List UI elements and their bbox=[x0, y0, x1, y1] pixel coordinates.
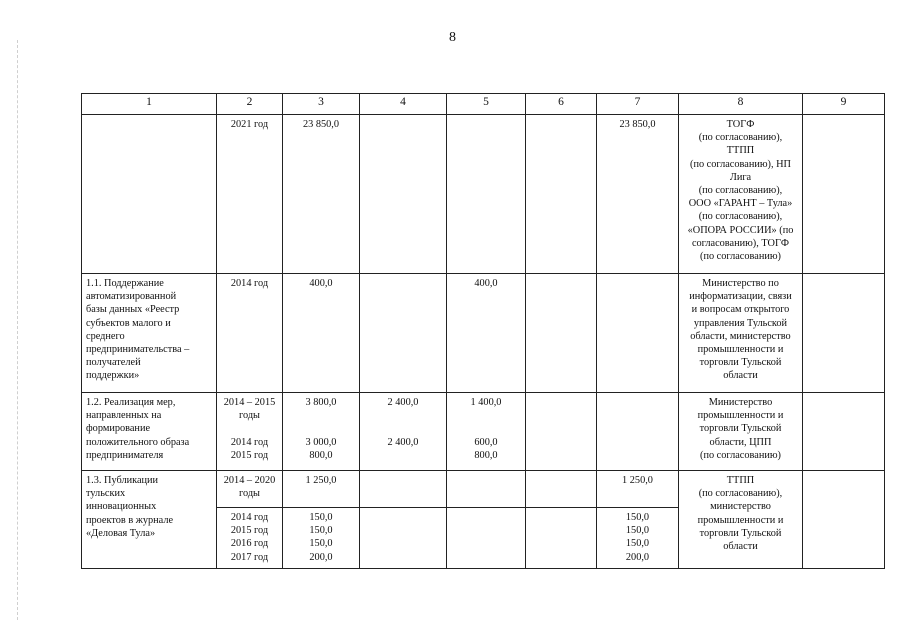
cell-line: Лига bbox=[729, 171, 752, 183]
amount-col6-cell bbox=[526, 274, 597, 393]
cell-line: (по согласованию), bbox=[698, 211, 783, 223]
period-cell bbox=[217, 393, 283, 471]
cell-line: 150,0 bbox=[309, 525, 333, 537]
cell-line: 2014 год bbox=[230, 278, 269, 289]
cell-line: торговли Тульской bbox=[699, 357, 782, 369]
cell-line: промышленности и bbox=[697, 514, 784, 526]
column-header: 8 bbox=[679, 94, 803, 115]
amount-col5-cell bbox=[447, 115, 526, 274]
cell-line: (по согласованию) bbox=[700, 449, 781, 461]
cell-line: получателей bbox=[86, 357, 141, 369]
cell-line: 2016 год bbox=[230, 538, 269, 550]
cell-line: 3 800,0 bbox=[305, 397, 337, 408]
cell-line: формирование bbox=[86, 423, 151, 435]
amount-col7-cell bbox=[597, 471, 679, 508]
cell-line: «Деловая Тула» bbox=[86, 527, 156, 539]
cell-line bbox=[287, 409, 355, 422]
cell-line: 150,0 bbox=[309, 538, 333, 550]
measure-name-cell bbox=[82, 115, 217, 274]
cell-line: промышленности и bbox=[697, 344, 784, 356]
column-header: 3 bbox=[283, 94, 360, 115]
column-header: 4 bbox=[360, 94, 447, 115]
cell-line: (по согласованию), bbox=[698, 185, 783, 197]
cell-line: (по согласованию), bbox=[698, 488, 783, 500]
cell-line: ТОГФ bbox=[726, 119, 755, 130]
amount-col5-cell bbox=[447, 508, 526, 569]
column-header: 1 bbox=[82, 94, 217, 115]
period-cell bbox=[217, 274, 283, 393]
cell-line: 1.1. Поддержание bbox=[86, 278, 164, 289]
cell-line: ТТПП bbox=[726, 145, 755, 157]
cell-line: 23 850,0 bbox=[619, 119, 656, 130]
amount-total-cell bbox=[283, 115, 360, 274]
cell-line: ТТПП bbox=[726, 475, 755, 486]
amount-col4-cell bbox=[360, 274, 447, 393]
cell-line: 1.3. Публикации bbox=[86, 475, 159, 486]
amount-col7-cell bbox=[597, 274, 679, 393]
cell-line: 200,0 bbox=[625, 551, 650, 563]
cell-line: 2021 год bbox=[230, 119, 269, 130]
cell-line: Министерство по bbox=[702, 278, 779, 289]
measure-name-cell bbox=[82, 471, 217, 569]
cell-line bbox=[287, 422, 355, 435]
cell-line: и вопросам открытого bbox=[691, 304, 790, 316]
cell-line: области, ЦПП bbox=[709, 436, 772, 448]
cell-line: области, министерство bbox=[690, 330, 791, 342]
cell-line: области bbox=[723, 370, 758, 382]
cell-line: «ОПОРА РОССИИ» (по bbox=[687, 224, 794, 236]
amount-col6-cell bbox=[526, 115, 597, 274]
cell-line: информатизации, связи bbox=[689, 291, 792, 303]
cell-line: торговли Тульской bbox=[699, 527, 782, 539]
cell-line bbox=[451, 422, 521, 435]
executor-cell bbox=[679, 471, 803, 569]
amount-col4-cell bbox=[360, 115, 447, 274]
executor-cell bbox=[679, 393, 803, 471]
cell-line: ООО «ГАРАНТ – Тула» bbox=[688, 198, 793, 210]
cell-line: 23 850,0 bbox=[302, 119, 340, 130]
cell-line: 150,0 bbox=[625, 512, 650, 523]
cell-line: тульских bbox=[86, 488, 126, 500]
cell-line bbox=[221, 422, 278, 435]
cell-line: направленных на bbox=[86, 410, 162, 422]
amount-total-cell bbox=[283, 393, 360, 471]
cell-line: 400,0 bbox=[309, 278, 333, 289]
table-row bbox=[82, 393, 885, 471]
cell-line: 200,0 bbox=[309, 551, 333, 563]
col9-cell bbox=[803, 393, 885, 471]
column-header: 7 bbox=[597, 94, 679, 115]
cell-line: автоматизированной bbox=[86, 291, 177, 303]
cell-line: предпринимателя bbox=[86, 449, 164, 461]
cell-line: согласованию), ТОГФ bbox=[691, 237, 790, 249]
page-number: 8 bbox=[449, 30, 456, 45]
cell-line: 2 400,0 bbox=[387, 397, 419, 408]
amount-total-cell bbox=[283, 471, 360, 508]
cell-line: 2014 – 2015 bbox=[223, 397, 276, 408]
cell-line: 150,0 bbox=[309, 512, 333, 523]
cell-line: 2015 год bbox=[230, 449, 269, 461]
cell-line: 2 400,0 bbox=[387, 436, 419, 448]
column-header: 2 bbox=[217, 94, 283, 115]
period-cell bbox=[217, 471, 283, 508]
amount-col7-cell bbox=[597, 115, 679, 274]
cell-line: управления Тульской bbox=[693, 317, 788, 329]
cell-line bbox=[451, 409, 521, 422]
cell-line: (по согласованию), НП bbox=[690, 158, 791, 170]
amount-col6-cell bbox=[526, 508, 597, 569]
cell-line: годы bbox=[239, 488, 260, 500]
cell-line: инновационных bbox=[86, 501, 157, 513]
col9-cell bbox=[803, 274, 885, 393]
cell-line: 2017 год bbox=[230, 551, 269, 563]
amount-total-cell bbox=[283, 274, 360, 393]
amount-col5-cell bbox=[447, 471, 526, 508]
cell-line: 800,0 bbox=[474, 449, 498, 461]
cell-line: (по согласованию), bbox=[698, 132, 783, 144]
cell-line: проектов в журнале bbox=[86, 514, 174, 526]
cell-line: министерство bbox=[710, 501, 771, 513]
cell-line: предпринимательства – bbox=[86, 344, 190, 356]
amount-col4-cell bbox=[360, 508, 447, 569]
measure-name-cell bbox=[82, 274, 217, 393]
cell-line: 2014 год bbox=[230, 512, 269, 523]
executor-cell bbox=[679, 274, 803, 393]
amount-col5-cell bbox=[447, 393, 526, 471]
table-row bbox=[82, 115, 885, 274]
period-cell bbox=[217, 508, 283, 569]
amount-col4-cell bbox=[360, 393, 447, 471]
cell-line: 600,0 bbox=[474, 436, 498, 448]
cell-line: 1 250,0 bbox=[622, 475, 653, 486]
cell-line: 150,0 bbox=[625, 538, 650, 550]
amount-col7-cell bbox=[597, 508, 679, 569]
col9-cell bbox=[803, 471, 885, 569]
cell-line: 2014 год bbox=[230, 436, 269, 448]
cell-line: 800,0 bbox=[309, 449, 333, 461]
table-row bbox=[82, 274, 885, 393]
cell-line: годы bbox=[239, 410, 260, 422]
cell-line: среднего bbox=[86, 330, 125, 342]
column-header: 6 bbox=[526, 94, 597, 115]
col9-cell bbox=[803, 115, 885, 274]
amount-col7-cell bbox=[597, 393, 679, 471]
margin-guide-line bbox=[17, 40, 18, 620]
cell-line: 1 250,0 bbox=[305, 475, 337, 486]
cell-line: области bbox=[723, 541, 758, 553]
table-header-row bbox=[82, 94, 885, 115]
cell-line: субъектов малого и bbox=[86, 317, 171, 329]
cell-line bbox=[364, 449, 442, 462]
cell-line: поддержки» bbox=[86, 370, 140, 382]
cell-line: 2014 – 2020 bbox=[223, 475, 276, 486]
cell-line: (по согласованию) bbox=[700, 251, 781, 263]
column-header: 5 bbox=[447, 94, 526, 115]
cell-line: 2015 год bbox=[230, 525, 269, 537]
cell-line: торговли Тульской bbox=[699, 423, 782, 435]
cell-line: положительного образа bbox=[86, 436, 190, 448]
cell-line: 3 000,0 bbox=[305, 436, 337, 448]
cell-line: промышленности и bbox=[697, 410, 784, 422]
cell-line: базы данных «Реестр bbox=[86, 304, 180, 316]
period-cell bbox=[217, 115, 283, 274]
amount-col5-cell bbox=[447, 274, 526, 393]
table-row bbox=[82, 471, 885, 508]
cell-line: Министерство bbox=[708, 397, 773, 408]
amount-total-cell bbox=[283, 508, 360, 569]
executor-cell bbox=[679, 115, 803, 274]
cell-line: 400,0 bbox=[474, 278, 498, 289]
cell-line: 150,0 bbox=[625, 525, 650, 537]
column-header: 9 bbox=[803, 94, 885, 115]
cell-line: 1 400,0 bbox=[470, 397, 502, 408]
cell-line bbox=[364, 409, 442, 422]
program-table bbox=[81, 93, 885, 569]
amount-col6-cell bbox=[526, 393, 597, 471]
cell-line: 1.2. Реализация мер, bbox=[86, 397, 176, 408]
measure-name-cell bbox=[82, 393, 217, 471]
amount-col6-cell bbox=[526, 471, 597, 508]
amount-col4-cell bbox=[360, 471, 447, 508]
cell-line bbox=[364, 422, 442, 435]
